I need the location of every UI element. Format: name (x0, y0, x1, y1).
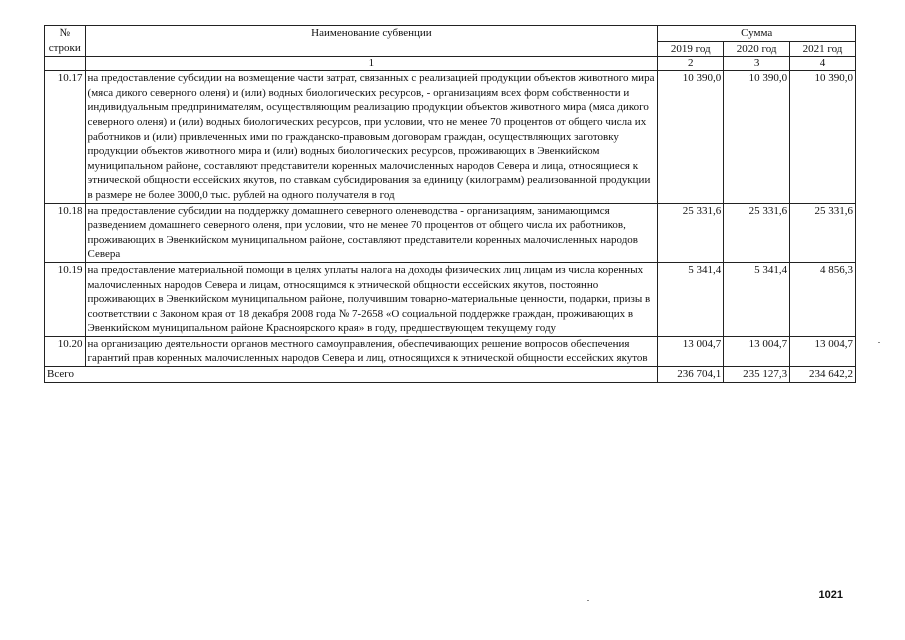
amount-2020: 13 004,7 (724, 336, 790, 366)
subvention-name: на организацию деятельности органов местного самоуправления, обеспечивающих решение вопросов обеспечения гарантий прав коренных малочисленных народов Севера и лиц, относящихся к этнической общности ессейских якутов (85, 336, 658, 366)
subvention-name: на предоставление материальной помощи в целях уплаты налога на доходы физических лиц лицам из числа коренных малочисленных народов Севера и лицам, относящимся к этнической общности ессейских якутов, постоянно проживающих в Эвенкийском муниципальном районе, получившим товарно-материальные ценности, подарки, призы в соответствии с Законом края от 18 декабря 2008 года № 7-2658 «О социальной поддержке граждан, проживающих в Эвенкийском муниципальном районе Красноярского края» в году, предшествующем текущему году (85, 262, 658, 336)
total-2021: 234 642,2 (790, 367, 856, 383)
amount-2020: 10 390,0 (724, 71, 790, 203)
column-index-4: 4 (790, 57, 856, 71)
subvention-name: на предоставление субсидии на поддержку домашнего северного оленеводства - организациям, занимающимся разведением домашнего северного оленя, при условии, что не менее 70 процентов от общего числа их работников, проживающих в Эвенкийском муниципальном районе, составляют представители коренных малочисленных народов Севера (85, 203, 658, 262)
amount-2021: 10 390,0 (790, 71, 856, 203)
total-2020: 235 127,3 (724, 367, 790, 383)
column-index-2: 2 (658, 57, 724, 71)
sum-header: Сумма (658, 26, 856, 42)
amount-2021: 25 331,6 (790, 203, 856, 262)
row-number: 10.19 (45, 262, 86, 336)
header-row-top (45, 26, 856, 42)
year-header-2019: 2019 год (658, 41, 724, 57)
year-header-2021: 2021 год (790, 41, 856, 57)
row-number-header-line2: строки (48, 41, 81, 54)
page-number: 1021 (818, 589, 843, 601)
total-2019: 236 704,1 (658, 367, 724, 383)
year-header-2020: 2020 год (724, 41, 790, 57)
amount-2021: 13 004,7 (790, 336, 856, 366)
row-number-header (45, 26, 86, 57)
row-number: 10.17 (45, 71, 86, 203)
table-row (45, 336, 856, 366)
table-row (45, 71, 856, 203)
amount-2020: 25 331,6 (724, 203, 790, 262)
amount-2019: 5 341,4 (658, 262, 724, 336)
table-row (45, 262, 856, 336)
column-index-1: 1 (85, 57, 658, 71)
amount-2019: 13 004,7 (658, 336, 724, 366)
subvention-name: на предоставление субсидии на возмещение части затрат, связанных с реализацией продукции объектов животного мира (мяса дикого северного оленя) и (или) водных биологических ресурсов, - организациям всех форм собственности и индивидуальным предпринимателям, осуществляющим реализацию продукции объектов животного мира (мяса дикого северного оленя) и (или) водных биологических ресурсов, при условии, что не менее 70 процентов от общего числа их работников и (или) привлеченных ими по гражданско-правовым договорам граждан, осуществляющих заготовку продукции объектов животного мира и (или) водных биологических ресурсов, проживающих в Эвенкийском муниципальном районе, составляют представители коренных малочисленных народов Севера и лица, относящиеся к этнической общности ессейских якутов, по ставкам субсидирования за единицу (килограмм) реализованной продукции в размере не более 3000,0 тыс. рублей на одного получателя в год (85, 71, 658, 203)
scan-speck (587, 600, 589, 601)
column-index-row (45, 57, 856, 71)
row-number: 10.18 (45, 203, 86, 262)
amount-2021: 4 856,3 (790, 262, 856, 336)
total-row (45, 367, 856, 383)
subvention-name-header: Наименование субвенции (85, 26, 658, 57)
row-number-header-line1: № (59, 27, 71, 39)
total-label: Всего (45, 367, 658, 383)
table-row (45, 203, 856, 262)
amount-2020: 5 341,4 (724, 262, 790, 336)
column-index-0 (45, 57, 86, 71)
row-number: 10.20 (45, 336, 86, 366)
scan-speck (878, 342, 880, 343)
subvention-table (44, 25, 856, 383)
column-index-3: 3 (724, 57, 790, 71)
amount-2019: 25 331,6 (658, 203, 724, 262)
amount-2019: 10 390,0 (658, 71, 724, 203)
